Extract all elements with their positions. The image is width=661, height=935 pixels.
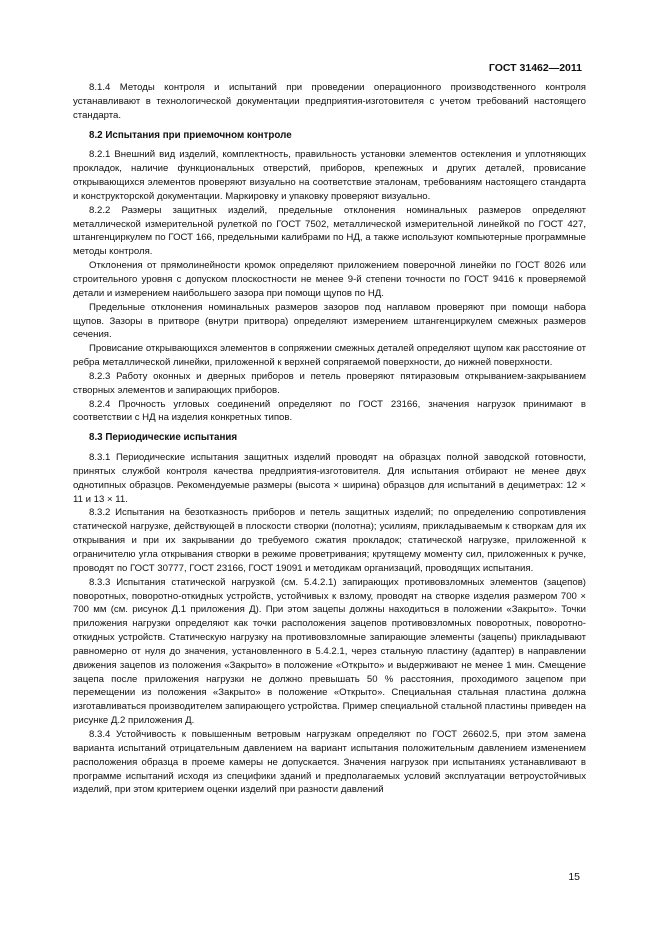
paragraph-8-3-3: 8.3.3 Испытания статической нагрузкой (см. 5.4.2.1) запирающих противовзломных элементов (зацепов) поворотных, поворотно-откидных устройств, устойчивых к взлому, проводят на створке изделия размером 700 × 700 мм (см. рисунок Д.1 приложения Д). При этом зацепы должны находиться в положении «Закрыто». Точки приложения нагрузки определяют как точки расположения зацепов противовзломных поворотных, поворотно-откидных устройств. Статическую нагрузку на противовзломные запирающие элементы (зацепы) прикладывают равномерно от нуля до значения, установленного в 5.4.2.1, через стальную пластину (адаптер) в направлении движения зацепов из положения «Закрыто» в положение «Открыто» и выдерживают не менее 1 мин. Смещение зацепа после приложения нагрузки не должно превышать 50 % расстояния, проходимого зацепом при перемещении из положения «Закрыто» в положение «Открыто». Специальная стальная пластина должна изготавливаться производителем запирающего устройства. Пример специальной стальной пластины приведен на рисунке Д.2 приложения Д. [73, 576, 586, 727]
section-heading-8-2: 8.2 Испытания при приемочном контроле [89, 129, 292, 141]
paragraph-8-3-4: 8.3.4 Устойчивость к повышенным ветровым нагрузкам определяют по ГОСТ 26602.5, при этом замена варианта испытаний отрицательным давлением на вариант испытания положительным давлением изменением расположения образца в проеме камеры не допускается. Значения нагрузок при испытаниях устанавливают в программе испытаний исходя из специфики зданий и предполагаемых условий эксплуатации ветроустойчивых изделий, при этом критерием оценки изделий при разности давлений [73, 728, 586, 796]
paragraph-8-2-1: 8.2.1 Внешний вид изделий, комплектность, правильность установки элементов остекления и уплотняющих прокладок, наличие функциональных отверстий, приборов, крепежных и других деталей, провисание открывающихся элементов проверяют визуально на соответствие эталонам, требованиям настоящего стандарта и конструкторской документации. Маркировку и упаковку проверяют визуально. [73, 149, 586, 202]
page-number: 15 [568, 871, 580, 883]
paragraph-sagging: Провисание открывающихся элементов в сопряжении смежных деталей определяют щупом как расстояние от ребра металлической линейки, приложенной к верхней сопрягаемой поверхности, до нижней поверхности. [73, 343, 586, 369]
paragraph-8-3-1: 8.3.1 Периодические испытания защитных изделий проводят на образцах полной заводской готовности, принятых службой контроля качества предприятия-изготовителя. Для испытания отбирают не менее двух однотипных образцов. Рекомендуемые размеры (высота × ширина) образцов для испытаний в дециметрах: 12 × 11 и 13 × 11. [73, 452, 586, 505]
paragraph-8-2-2: 8.2.2 Размеры защитных изделий, предельные отклонения номинальных размеров определяют металлической измерительной рулеткой по ГОСТ 7502, металлической измерительной линейкой по ГОСТ 427, штангенциркулем по ГОСТ 166, предельными калибрами по НД, а также используют компьютерные программные методы контроля. [73, 204, 586, 258]
paragraph-8-2-3: 8.2.3 Работу оконных и дверных приборов и петель проверяют пятиразовым открыванием-закрыванием створных элементов и запирающих приборов. [73, 370, 586, 396]
paragraph-8-1-4: 8.1.4 Методы контроля и испытаний при проведении операционного производственного контроля устанавливают в технологической документации предприятия-изготовителя с учетом требований настоящего стандарта. [73, 82, 586, 121]
document-header-id: ГОСТ 31462—2011 [488, 62, 582, 74]
paragraph-straightness: Отклонения от прямолинейности кромок определяют приложением поверочной линейки по ГОСТ 8026 или строительного уровня с допуском плоскостности не менее 9-й степени точности по ГОСТ 9416 к проверяемой детали и измерением наибольшего зазора при помощи щупов по НД. [73, 260, 586, 299]
paragraph-8-2-4: 8.2.4 Прочность угловых соединений определяют по ГОСТ 23166, значения нагрузок принимают в соответствии с НД на изделия конкретных типов. [73, 398, 586, 424]
paragraph-8-3-2: 8.3.2 Испытания на безотказность приборов и петель защитных изделий; по определению сопротивления статической нагрузке, действующей в плоскости створки (полотна); усилиям, прикладываемым к створкам для их открывания и при их закрывании до требуемого сжатия прокладок; статической нагрузке, приложенной к ограничителю угла открывания створки в режиме проветривания; крутящему моменту сил, приложенных к ручке, проводят по ГОСТ 30777, ГОСТ 23166, ГОСТ 19091 и методикам организаций, проводящих испытания. [73, 507, 586, 574]
section-heading-8-3: 8.3 Периодические испытания [89, 432, 238, 444]
document-body [73, 81, 586, 797]
paragraph-gaps: Предельные отклонения номинальных размеров зазоров под наплавом проверяют при помощи набора щупов. Зазоры в притворе (внутри притвора) определяют измерением штангенциркулем смежных размеров сечения. [73, 301, 586, 341]
